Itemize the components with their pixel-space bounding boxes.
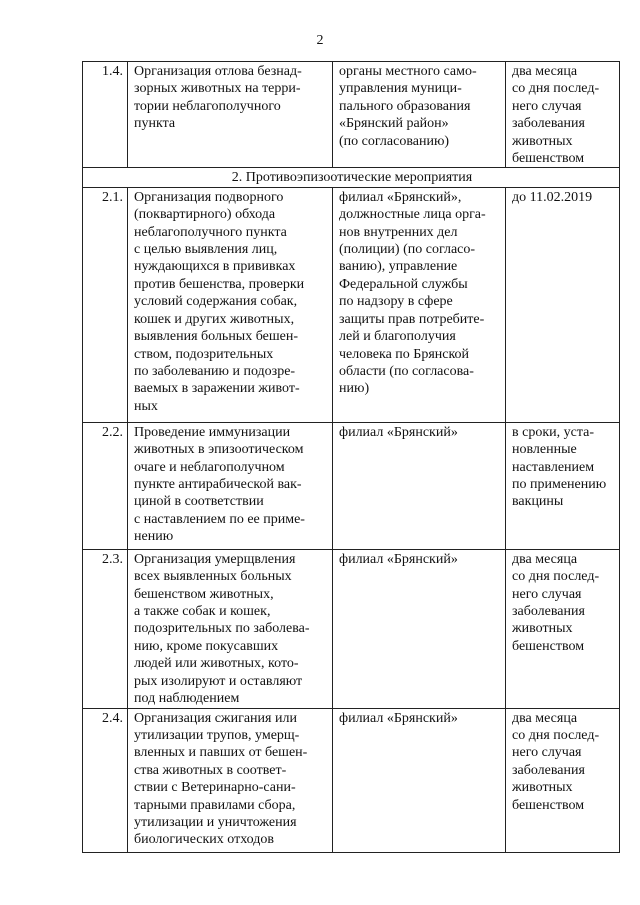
row-number: 2.2. xyxy=(83,422,128,549)
responsible-cell: филиал «Брянский» xyxy=(333,422,506,549)
row-number: 2.1. xyxy=(83,187,128,422)
row-number: 1.4. xyxy=(83,62,128,168)
section-header-row xyxy=(83,168,620,187)
action-cell: Организация отлова безнад- зорных животных на терри- тории неблагополучного пункта xyxy=(128,62,333,168)
action-cell: Проведение иммунизации животных в эпизоотическом очаге и неблагополучном пункте антирабической вак- циной в соответствии с наставлением по ее приме- нению xyxy=(128,422,333,549)
deadline-cell: в сроки, уста- новленные наставлением по применению вакцины xyxy=(506,422,620,549)
table-row xyxy=(83,62,620,168)
table-row xyxy=(83,187,620,422)
action-cell: Организация сжигания или утилизации трупов, умерщ- вленных и павших от бешен- ства животных в соответ- ствии с Ветеринарно-сани- тарными правилами сбора, утилизации и уничтожения биологических отходов xyxy=(128,708,333,852)
deadline-cell: два месяца со дня послед- него случая заболевания животных бешенством xyxy=(506,549,620,708)
responsible-cell: органы местного само- управления муници- пального образования «Брянский район» (по согласованию) xyxy=(333,62,506,168)
responsible-cell: филиал «Брянский» xyxy=(333,708,506,852)
row-number: 2.3. xyxy=(83,549,128,708)
table-row xyxy=(83,422,620,549)
action-cell: Организация умерщвления всех выявленных больных бешенством животных, а также собак и кошек, подозрительных по заболева- нию, кроме покусавших людей или животных, кото- рых изолируют и оставляют под наблюдением xyxy=(128,549,333,708)
section-title: 2. Противоэпизоотические мероприятия xyxy=(83,168,620,187)
deadline-cell: два месяца со дня послед- него случая заболевания животных бешенством xyxy=(506,708,620,852)
table-row xyxy=(83,708,620,852)
action-cell: Организация подворного (поквартирного) обхода неблагополучного пункта с целью выявления лиц, нуждающихся в прививках против бешенства, проверки условий содержания собак, кошек и других животных, выявления больных бешен- ством, подозрительных по заболеванию и подозре- ваемых в заражении живот- ных xyxy=(128,187,333,422)
page-number: 2 xyxy=(316,33,324,48)
deadline-cell: до 11.02.2019 xyxy=(506,187,620,422)
deadline-cell: два месяца со дня послед- него случая заболевания животных бешенством xyxy=(506,62,620,168)
table-row xyxy=(83,549,620,708)
responsible-cell: филиал «Брянский», должностные лица орга- нов внутренних дел (полиции) (по согласо- ванию), управление Федеральной службы по надзору в сфере защиты прав потребите- лей и благополучия человека по Брянской области (по согласова- нию) xyxy=(333,187,506,422)
row-number: 2.4. xyxy=(83,708,128,852)
measures-table xyxy=(82,61,620,853)
responsible-cell: филиал «Брянский» xyxy=(333,549,506,708)
